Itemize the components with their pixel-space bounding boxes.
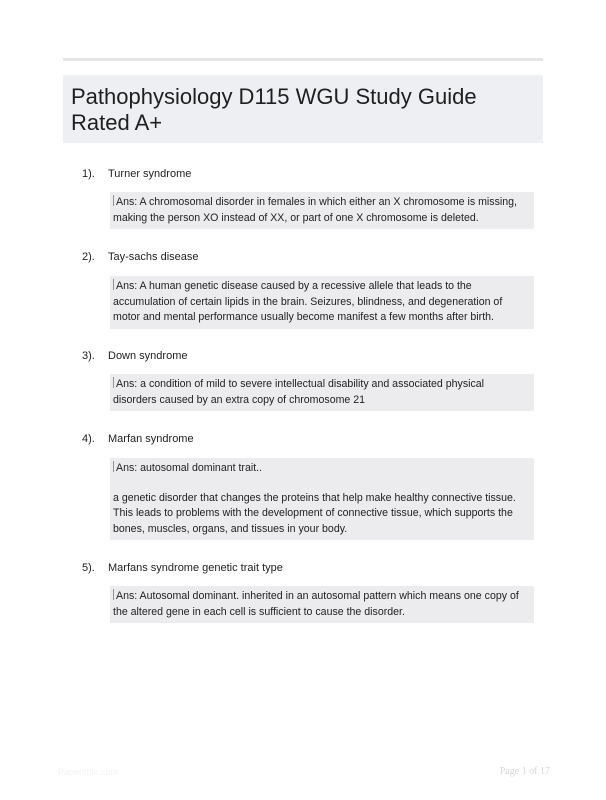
question-text: Marfans syndrome genetic trait type	[108, 562, 283, 574]
answer-marker	[113, 195, 114, 206]
answer-box	[110, 458, 534, 540]
answer-box	[110, 586, 534, 623]
answer-box	[110, 374, 534, 411]
answer-text: Ans: A human genetic disease caused by a recessive allele that leads to the accumulation of certain lipids in the brain. Seizures, blindness, and degeneration of motor and mental performance usually become manifest a few months after birth.	[113, 280, 503, 323]
answer-marker	[113, 589, 114, 600]
answer-detail-text: a genetic disorder that changes the proteins that help make healthy connective tissue. This leads to problems with the development of connective tissue, which supports the bones, muscles, organs, and tissues in your body.	[113, 491, 516, 535]
answer-marker	[113, 279, 114, 290]
question-text: Down syndrome	[108, 350, 188, 362]
question-number: 2).	[82, 251, 95, 263]
answer-text: Ans: Autosomal dominant. inherited in an autosomal pattern which means one copy of the altered gene in each cell is sufficient to cause the disorder.	[113, 590, 519, 618]
answer-text: Ans: A chromosomal disorder in females in which either an X chromosome is missing, making the person XO instead of XX, or part of one X chromosome is deleted.	[113, 196, 517, 224]
answer-box	[110, 276, 534, 329]
footer-watermark: Papertittle.com	[58, 767, 119, 777]
answer-text: Ans: a condition of mild to severe intellectual disability and associated physical disorders caused by an extra copy of chromosome 21	[113, 378, 485, 406]
question-number: 5).	[82, 562, 95, 574]
answer-marker	[113, 377, 114, 388]
answer-box	[110, 192, 534, 229]
question-text: Marfan syndrome	[108, 433, 194, 445]
question-number: 4).	[82, 433, 95, 445]
top-divider	[63, 58, 543, 61]
answer-marker	[113, 461, 114, 472]
page-number: Page 1 of 17	[499, 766, 550, 777]
question-text: Tay-sachs disease	[108, 251, 199, 263]
answer-text: Ans: autosomal dominant trait..	[116, 462, 263, 474]
page-title: Pathophysiology D115 WGU Study Guide Rated A+	[71, 84, 477, 135]
question-number: 1).	[82, 168, 95, 180]
question-text: Turner syndrome	[108, 168, 192, 180]
question-number: 3).	[82, 350, 95, 362]
title-banner	[63, 75, 543, 143]
